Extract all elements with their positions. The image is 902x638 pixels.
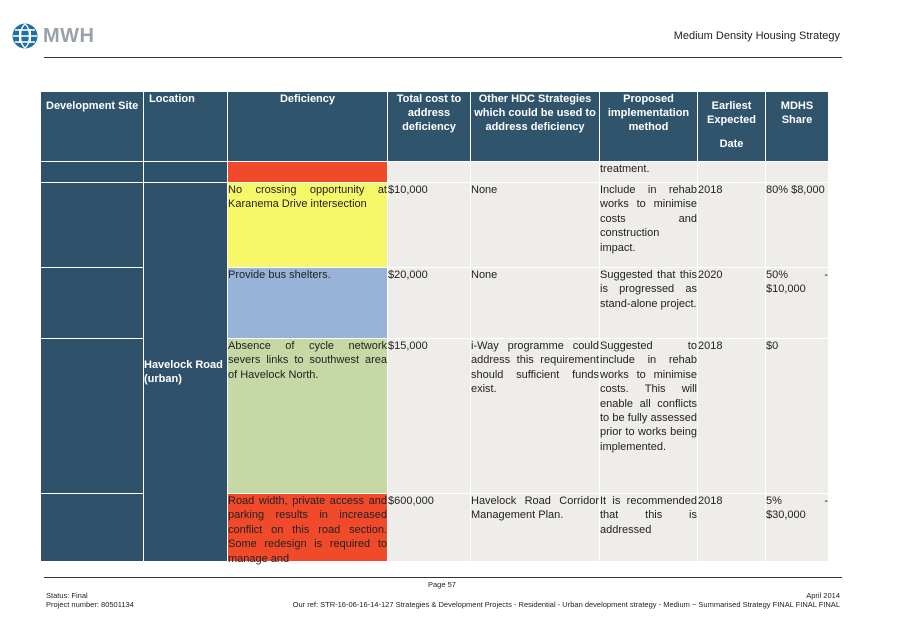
deficiency-cell: Provide bus shelters. (228, 268, 388, 339)
date-cell: 2020 (698, 268, 766, 339)
date-cell: 2018 (698, 183, 766, 268)
cost-cell: $15,000 (388, 339, 471, 494)
footer-date: April 2014 (806, 591, 840, 600)
deficiency-text: Road width, private access and parking results in increased conflict on this road section. Some redesign is required to manage and (228, 495, 387, 565)
deficiency-table (40, 91, 829, 565)
header-other-strategies: Other HDC Strategies which could be used to address deficiency (471, 92, 600, 162)
document-title: Medium Density Housing Strategy (673, 30, 840, 42)
deficiency-cell: No crossing opportunity at Karanema Drive intersection (228, 183, 388, 268)
carryover-method-text: treatment. (600, 163, 650, 175)
footer-page-number: Page 57 (428, 580, 456, 589)
method-cell (600, 162, 698, 183)
site-cell (41, 183, 144, 268)
cost-cell: $10,000 (388, 183, 471, 268)
share-cell: 50% - $10,000 (766, 268, 829, 339)
other-cell: i-Way programme could address this requirement should sufficient funds exist. (471, 339, 600, 494)
date-cell: 2018 (698, 339, 766, 494)
location-cell (144, 162, 228, 183)
header-location: Location (144, 92, 228, 162)
mwh-globe-icon (12, 23, 38, 49)
table-header-row (41, 92, 829, 162)
header-implementation-method: Proposed implementation method (600, 92, 698, 162)
method-cell: Suggested that this is progressed as stand-alone project. (600, 268, 698, 339)
method-cell: Include in rehab works to minimise costs and construction impact. (600, 183, 698, 268)
deficiency-cell: Absence of cycle network severs links to southwest area of Havelock North. (228, 339, 388, 494)
footer-reference: Our ref: STR-16-06-16-14-127 Strategies & Development Projects - Residential - Urban development strategy - Medium ~ Summarised Strategy FINAL FINAL FINAL (292, 600, 840, 609)
other-cell: None (471, 183, 600, 268)
deficiency-color-cell (228, 162, 388, 183)
share-cell: 5% - $30,000 (766, 494, 829, 562)
logo (12, 22, 94, 50)
header-mdhs-share: MDHS Share (766, 92, 829, 162)
logo-text: MWH (43, 24, 95, 47)
site-cell (41, 162, 144, 183)
footer-status: Status: Final (46, 591, 88, 600)
header-divider (44, 57, 842, 58)
footer-project-number: Project number: 80501134 (46, 600, 134, 609)
header-deficiency: Deficiency (228, 92, 388, 162)
cost-cell (388, 162, 471, 183)
site-cell (41, 268, 144, 339)
share-cell: 80% $8,000 (766, 183, 829, 268)
header-development-site: Development Site (41, 92, 144, 162)
header-total-cost: Total cost to address deficiency (388, 92, 471, 162)
other-cell: Havelock Road Corridor Management Plan. (471, 494, 600, 562)
method-cell: Suggested to include in rehab works to minimise costs. This will enable all conflicts to be fully assessed prior to works being implemented. (600, 339, 698, 494)
share-cell: $0 (766, 339, 829, 494)
other-cell: None (471, 268, 600, 339)
table-row (41, 162, 829, 183)
site-cell (41, 339, 144, 494)
other-cell (471, 162, 600, 183)
site-cell (41, 494, 144, 562)
cost-cell: $600,000 (388, 494, 471, 562)
cost-cell: $20,000 (388, 268, 471, 339)
date-cell (698, 162, 766, 183)
header-earliest-line1: Earliest Expected (707, 100, 756, 126)
header-earliest-date (698, 92, 766, 162)
location-cell: Havelock Road (urban) (144, 183, 228, 562)
footer-divider (44, 577, 842, 578)
header-earliest-line2: Date (719, 138, 744, 150)
share-cell (766, 162, 829, 183)
method-cell: It is recommended that this is addressed (600, 494, 698, 562)
deficiency-cell (228, 494, 388, 565)
table-row (41, 183, 829, 268)
date-cell: 2018 (698, 494, 766, 562)
